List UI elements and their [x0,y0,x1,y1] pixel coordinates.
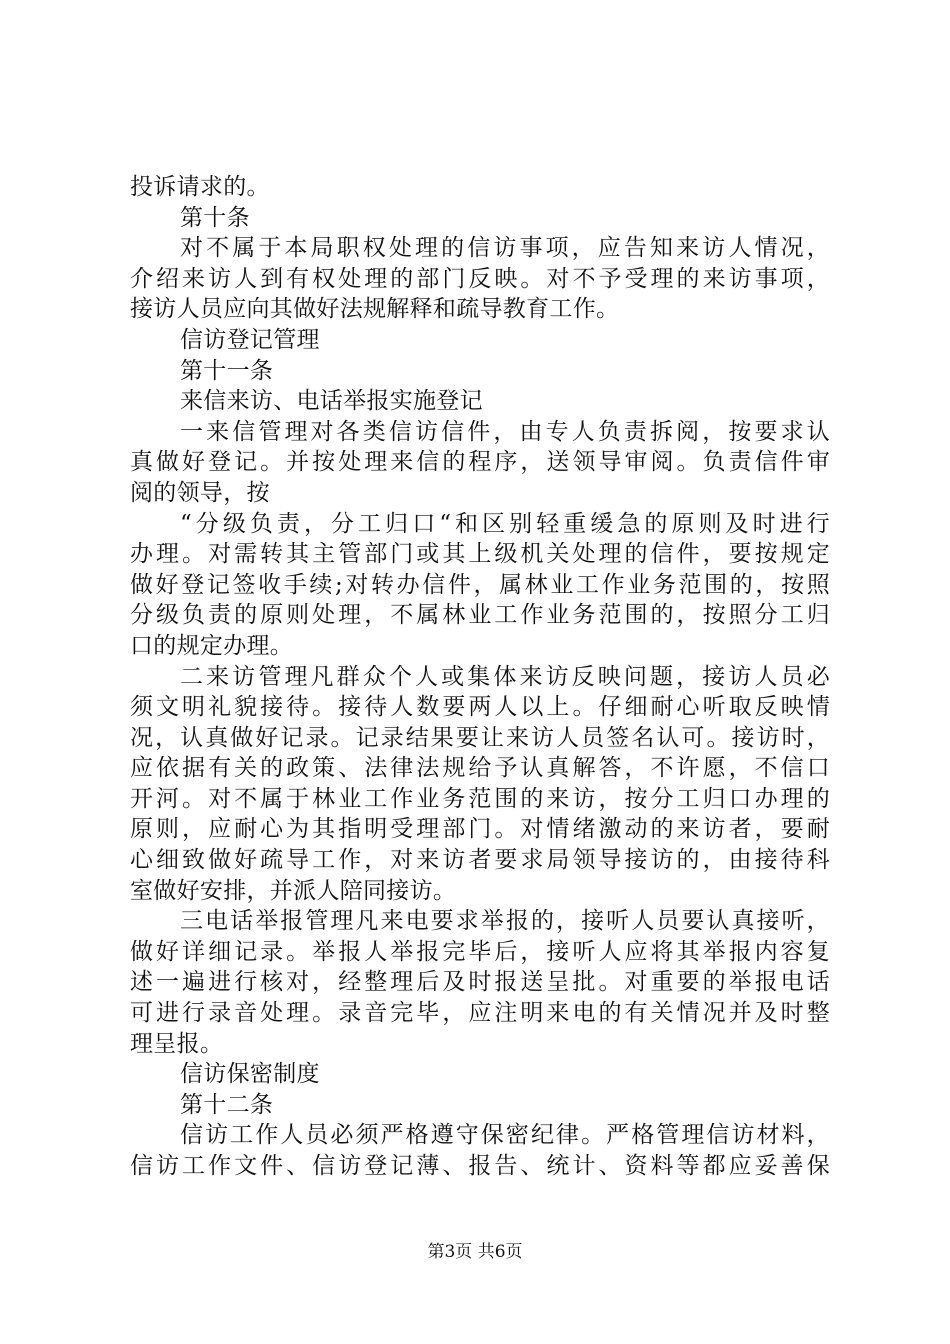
text-line: 介绍来访人到有权处理的部门反映。对不予受理的来访事项， [130,265,830,292]
text-line: 心细致做好疏导工作，对来访者要求局领导接访的，由接待科 [130,847,830,874]
article-heading: 第十二条 [180,1091,274,1118]
text-line: 分级负责的原则处理，不属林业工作业务范围的，按照分工归 [130,602,830,629]
text-line: 室做好安排，并派人陪同接访。 [130,877,457,904]
text-line: 二来访管理凡群众个人或集体来访反映问题，接访人员必 [180,663,830,690]
text-line: 理呈报。 [130,1030,224,1057]
section-heading: 信访保密制度 [180,1061,320,1088]
text-line: “分级负责，分工归口“和区别轻重缓急的原则及时进行 [180,510,830,537]
text-line: 做好登记签收手续;对转办信件，属林业工作业务范围的，按照 [130,571,830,598]
text-line: 口的规定办理。 [130,632,294,659]
text-line: 三电话举报管理凡来电要求举报的，接听人员要认真接听， [180,908,830,935]
article-heading: 第十条 [180,204,250,231]
section-heading: 信访登记管理 [180,326,320,353]
text-line: 接访人员应向其做好法规解释和疏导教育工作。 [130,296,620,323]
text-line: 信访工作文件、信访登记薄、报告、统计、资料等都应妥善保 [130,1153,830,1179]
text-line: 原则，应耐心为其指明受理部门。对情绪激动的来访者，要耐 [130,816,830,843]
text-line: 开河。对不属于林业工作业务范围的来访，按分工归口办理的 [130,785,830,812]
text-line: 对不属于本局职权处理的信访事项，应告知来访人情况， [180,235,830,262]
text-line: 信访工作人员必须严格遵守保密纪律。严格管理信访材料， [180,1122,830,1149]
text-line: 真做好登记。并按处理来信的程序，送领导审阅。负责信件审 [130,449,830,476]
text-line: 况，认真做好记录。记录结果要让来访人员签名认可。接访时， [130,724,830,751]
text-line: 应依据有关的政策、法律法规给予认真解答，不许愿，不信口 [130,755,830,782]
text-line: 投诉请求的。 [130,174,270,200]
text-line: 述一遍进行核对，经整理后及时报送呈批。对重要的举报电话 [130,969,830,996]
text-line: 须文明礼貌接待。接待人数要两人以上。仔细耐心听取反映情 [130,694,830,721]
page-number-footer: 第3页 共6页 [427,1242,523,1262]
text-line: 一来信管理对各类信访信件，由专人负责拆阅，按要求认 [180,418,830,445]
document-body [130,172,830,1182]
text-line: 做好详细记录。举报人举报完毕后，接听人应将其举报内容复 [130,938,830,965]
text-line: 来信来访、电话举报实施登记 [180,388,483,415]
text-line: 阅的领导，按 [130,479,270,506]
text-line: 办理。对需转其主管部门或其上级机关处理的信件，要按规定 [130,541,830,568]
text-line: 可进行录音处理。录音完毕，应注明来电的有关情况并及时整 [130,1000,830,1027]
article-heading: 第十一条 [180,357,274,384]
